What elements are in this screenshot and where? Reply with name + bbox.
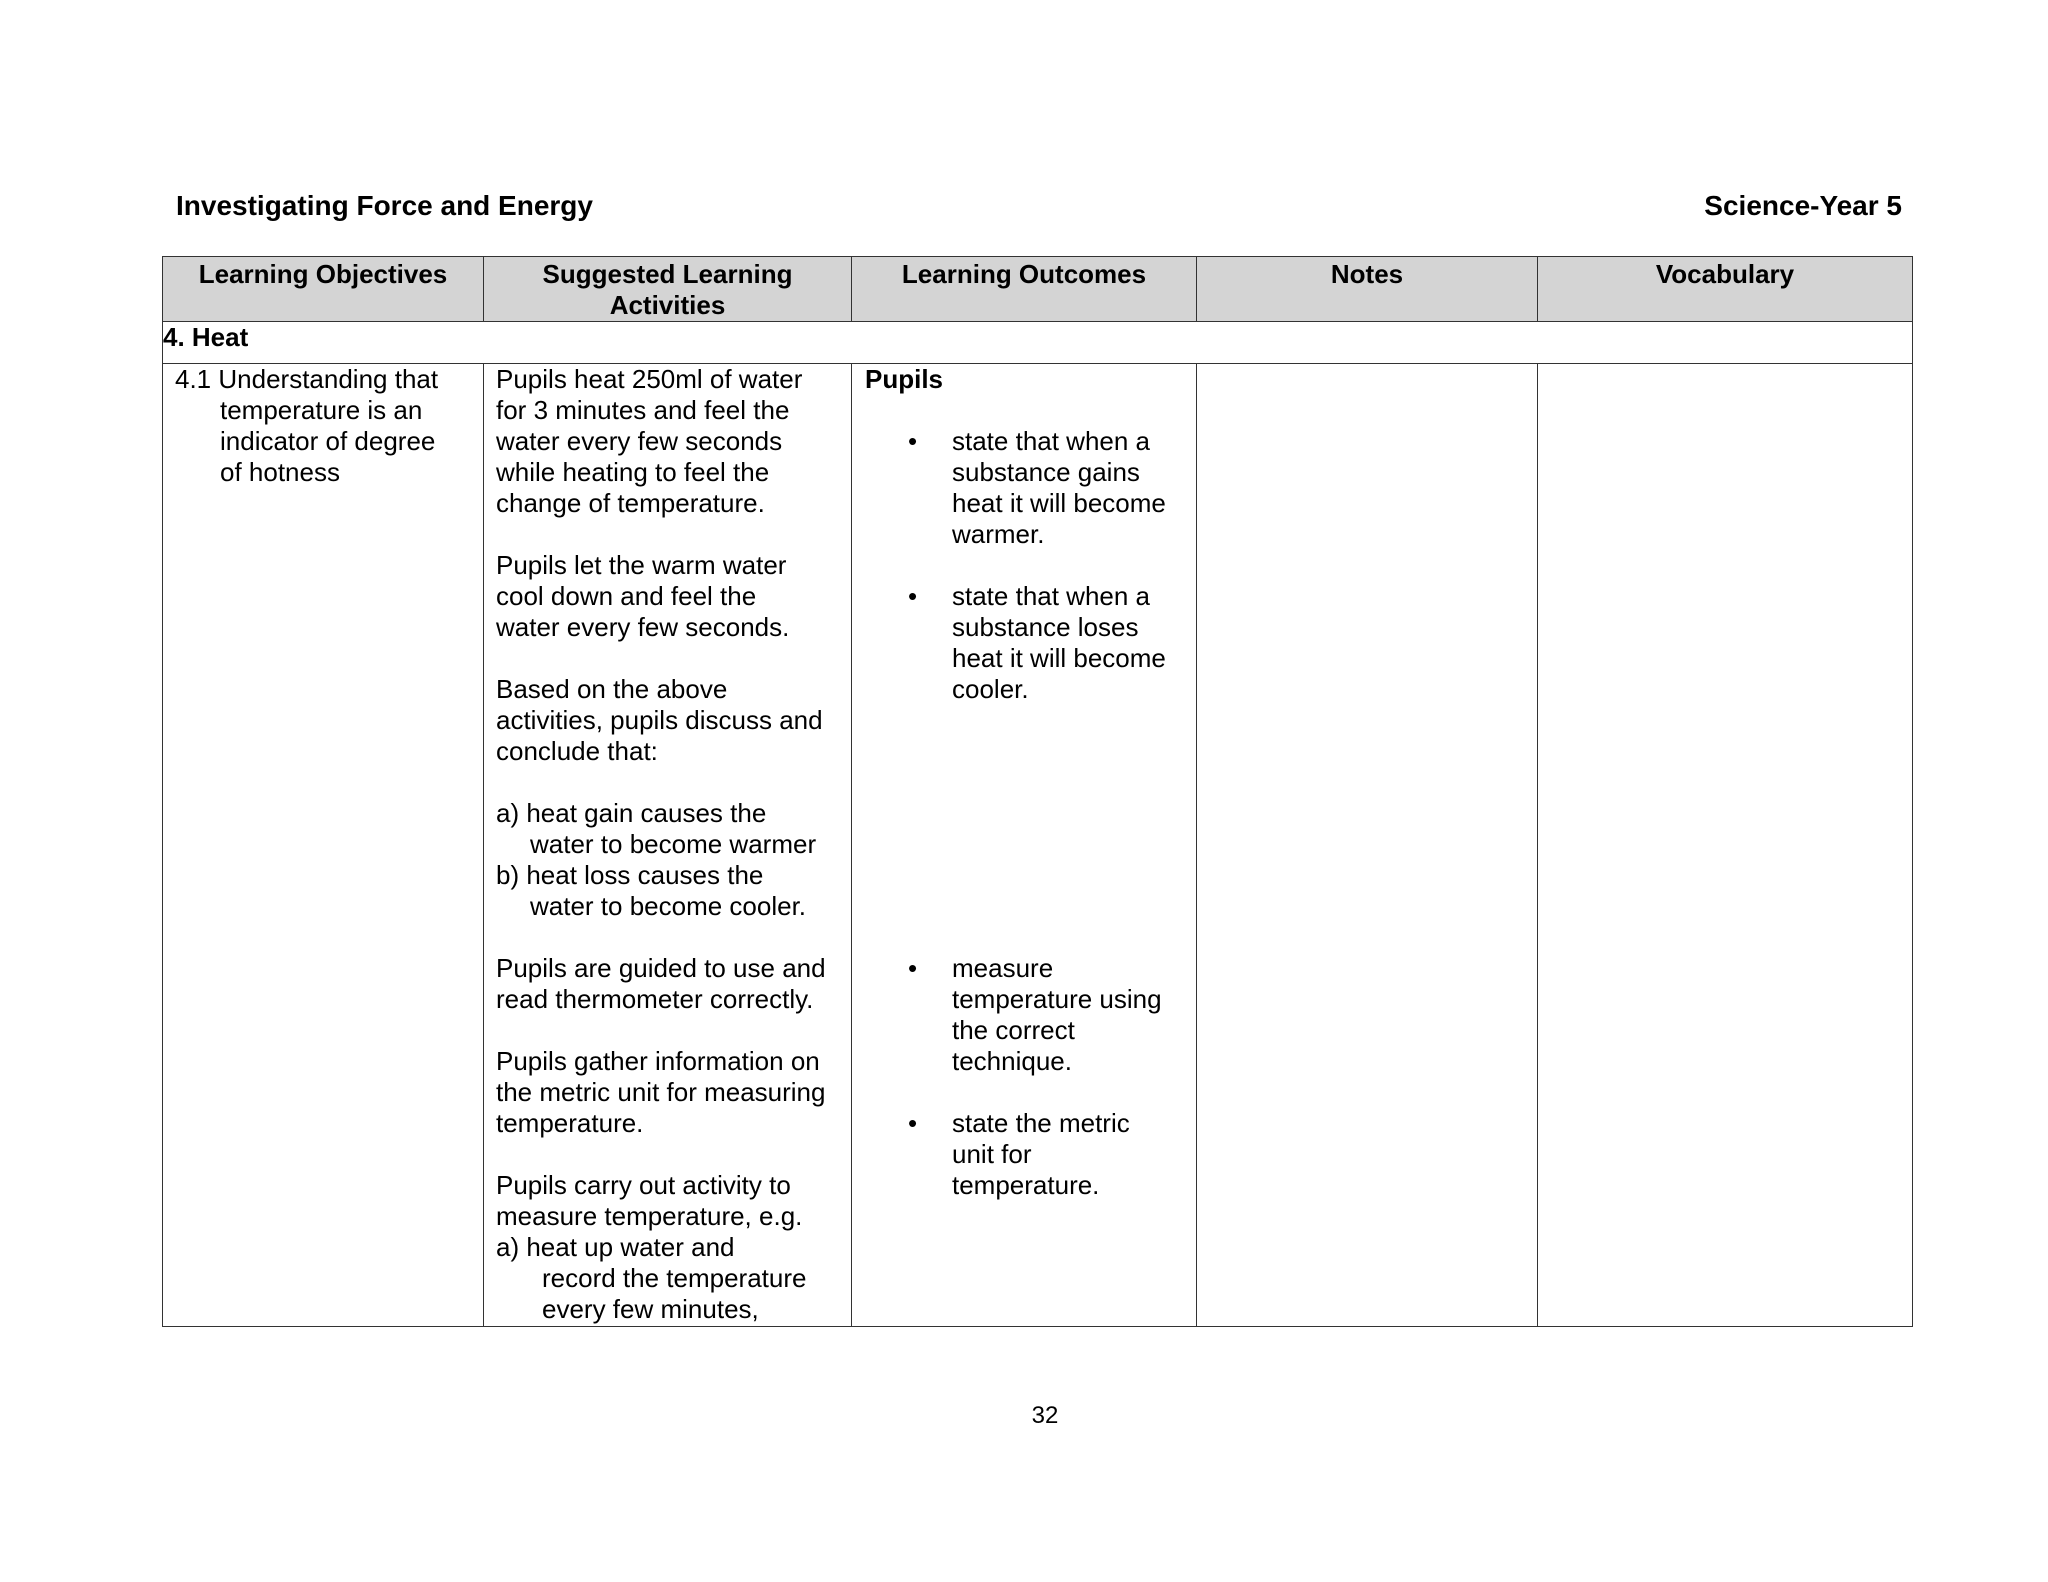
objective-line: Understanding that bbox=[218, 364, 439, 394]
activity-line: water every few seconds. bbox=[496, 612, 790, 642]
activity-paragraph bbox=[496, 550, 841, 643]
bullet-icon: • bbox=[908, 426, 918, 456]
learning-outcomes-cell bbox=[852, 364, 1197, 1327]
activity-line: for 3 minutes and feel the bbox=[496, 395, 790, 425]
activity-paragraph bbox=[496, 1170, 841, 1325]
activity-line: Pupils gather information on bbox=[496, 1046, 820, 1076]
vocabulary-cell bbox=[1538, 364, 1913, 1327]
outcome-line: measure bbox=[952, 953, 1054, 983]
activity-line: Based on the above bbox=[496, 674, 728, 704]
table-header-row bbox=[163, 257, 1913, 322]
activity-line: Pupils heat 250ml of water bbox=[496, 364, 803, 394]
outcome-item bbox=[865, 953, 1186, 1077]
activity-paragraph bbox=[496, 364, 841, 519]
bullet-icon: • bbox=[908, 953, 918, 983]
column-header-learning-outcomes: Learning Outcomes bbox=[852, 257, 1197, 322]
activity-line: cool down and feel the bbox=[496, 581, 757, 611]
activity-paragraph bbox=[496, 953, 841, 1015]
syllabus-table bbox=[162, 256, 1913, 1327]
activity-line: a) heat up water and bbox=[496, 1232, 735, 1262]
column-header-suggested-learning-activities bbox=[484, 257, 852, 322]
activity-line: conclude that: bbox=[496, 736, 658, 766]
activity-line: activities, pupils discuss and bbox=[496, 705, 823, 735]
outcome-item bbox=[865, 1108, 1186, 1201]
activity-line: every few minutes, bbox=[542, 1294, 759, 1324]
objective-line: indicator of degree bbox=[220, 426, 436, 456]
outcome-item bbox=[865, 426, 1186, 550]
outcome-line: technique. bbox=[952, 1046, 1072, 1076]
outcome-line: cooler. bbox=[952, 674, 1029, 704]
objective-line: of hotness bbox=[220, 457, 340, 487]
document-subject: Science-Year 5 bbox=[1704, 190, 1902, 221]
table-row bbox=[163, 364, 1913, 1327]
activity-line: measure temperature, e.g. bbox=[496, 1201, 803, 1231]
activity-line: water to become cooler. bbox=[530, 891, 807, 921]
column-header-vocabulary: Vocabulary bbox=[1538, 257, 1913, 322]
activity-line: Pupils carry out activity to bbox=[496, 1170, 791, 1200]
activity-line: a) heat gain causes the bbox=[496, 798, 767, 828]
outcome-line: heat it will become bbox=[952, 643, 1166, 673]
document-title: Investigating Force and Energy bbox=[176, 190, 593, 221]
activity-line: while heating to feel the bbox=[496, 457, 770, 487]
notes-cell bbox=[1197, 364, 1538, 1327]
learning-objective-cell bbox=[163, 364, 484, 1327]
outcome-line: state that when a bbox=[952, 581, 1151, 611]
activity-line: water to become warmer bbox=[530, 829, 817, 859]
activity-paragraph bbox=[496, 798, 841, 922]
objective-number: 4.1 bbox=[175, 364, 212, 394]
activity-line: b) heat loss causes the bbox=[496, 860, 764, 890]
outcome-line: temperature using bbox=[952, 984, 1162, 1014]
suggested-activities-cell bbox=[484, 364, 852, 1327]
outcome-line: substance loses bbox=[952, 612, 1139, 642]
outcome-line: substance gains bbox=[952, 457, 1140, 487]
outcome-line: the correct bbox=[952, 1015, 1075, 1045]
column-header-learning-objectives: Learning Objectives bbox=[163, 257, 484, 322]
objective-line: temperature is an bbox=[220, 395, 423, 425]
objective-first-line bbox=[175, 364, 473, 395]
topic-row bbox=[163, 322, 1913, 364]
outcome-line: heat it will become bbox=[952, 488, 1166, 518]
outcome-line: unit for bbox=[952, 1139, 1032, 1169]
outcome-line: temperature. bbox=[952, 1170, 1100, 1200]
activity-line: temperature. bbox=[496, 1108, 644, 1138]
outcomes-subject-label: Pupils bbox=[865, 364, 944, 394]
topic-heading: 4. Heat bbox=[163, 322, 1913, 364]
activity-line: change of temperature. bbox=[496, 488, 765, 518]
page-number: 32 bbox=[1031, 1402, 1059, 1429]
bullet-icon: • bbox=[908, 1108, 918, 1138]
outcome-item bbox=[865, 581, 1186, 705]
outcome-line: state the metric bbox=[952, 1108, 1130, 1138]
activity-line: Pupils are guided to use and bbox=[496, 953, 826, 983]
column-header-notes: Notes bbox=[1197, 257, 1538, 322]
bullet-icon: • bbox=[908, 581, 918, 611]
activity-paragraph bbox=[496, 1046, 841, 1139]
column-header-suggested-learning-activities-text: Suggested Learning Activities bbox=[542, 259, 793, 320]
outcome-line: warmer. bbox=[952, 519, 1045, 549]
activity-line: read thermometer correctly. bbox=[496, 984, 814, 1014]
activity-line: record the temperature bbox=[542, 1263, 807, 1293]
activity-paragraph bbox=[496, 674, 841, 767]
activity-line: water every few seconds bbox=[496, 426, 783, 456]
outcome-line: state that when a bbox=[952, 426, 1151, 456]
activity-line: the metric unit for measuring bbox=[496, 1077, 826, 1107]
activity-line: Pupils let the warm water bbox=[496, 550, 787, 580]
